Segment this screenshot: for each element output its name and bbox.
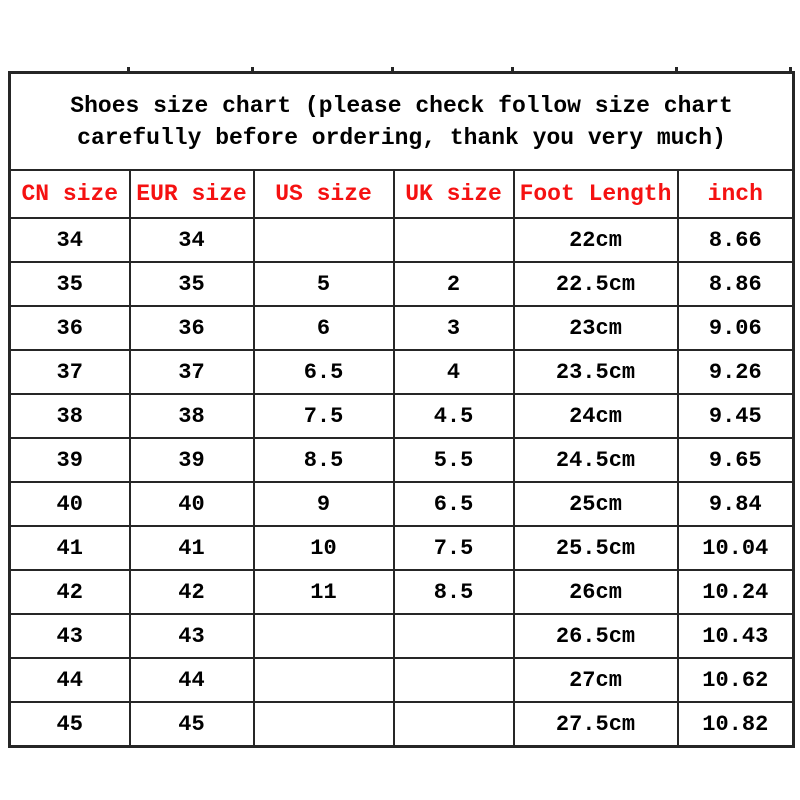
col-header-eur-size: EUR size [130,170,254,218]
table-cell: 9.06 [678,306,794,350]
col-header-foot-length: Foot Length [514,170,678,218]
table-cell: 9.65 [678,438,794,482]
table-cell: 45 [130,702,254,747]
header-row [10,170,794,218]
chart-title [10,73,794,171]
table-cell: 25cm [514,482,678,526]
table-cell: 37 [130,350,254,394]
table-row [10,438,794,482]
table-cell: 38 [130,394,254,438]
table-cell [394,614,514,658]
table-cell: 10.82 [678,702,794,747]
table-cell: 9.84 [678,482,794,526]
table-cell: 10.62 [678,658,794,702]
table-cell: 38 [10,394,130,438]
table-row [10,570,794,614]
table-cell: 5.5 [394,438,514,482]
table-cell: 24.5cm [514,438,678,482]
table-cell: 6.5 [394,482,514,526]
table-row [10,614,794,658]
table-row [10,526,794,570]
table-cell: 40 [130,482,254,526]
table-cell [254,658,394,702]
table-row [10,658,794,702]
table-cell: 35 [130,262,254,306]
chart-title-line-1: Shoes size chart (please check follow size chart [70,92,733,119]
table-cell: 25.5cm [514,526,678,570]
table-cell: 4.5 [394,394,514,438]
table-cell: 11 [254,570,394,614]
table-cell: 37 [10,350,130,394]
table-row [10,394,794,438]
table-cell: 2 [394,262,514,306]
table-row [10,482,794,526]
table-cell: 9.45 [678,394,794,438]
table-cell: 6 [254,306,394,350]
size-chart-table [8,71,795,748]
table-cell: 42 [10,570,130,614]
table-cell: 41 [10,526,130,570]
table-cell: 44 [130,658,254,702]
table-cell [394,218,514,262]
table-cell: 10 [254,526,394,570]
table-cell: 39 [130,438,254,482]
table-cell: 42 [130,570,254,614]
table-cell: 36 [130,306,254,350]
table-cell: 26cm [514,570,678,614]
table-cell: 26.5cm [514,614,678,658]
table-cell: 7.5 [254,394,394,438]
table-cell [394,658,514,702]
table-cell: 40 [10,482,130,526]
table-cell: 22cm [514,218,678,262]
table-cell: 8.66 [678,218,794,262]
table-cell: 43 [130,614,254,658]
table-cell: 34 [10,218,130,262]
table-cell: 27cm [514,658,678,702]
table-cell [254,702,394,747]
chart-title-line-2: carefully before ordering, thank you very much) [77,124,726,151]
title-row [10,73,794,171]
table-cell: 3 [394,306,514,350]
col-header-uk-size: UK size [394,170,514,218]
table-cell: 4 [394,350,514,394]
table-cell: 10.43 [678,614,794,658]
table-cell: 22.5cm [514,262,678,306]
table-cell: 45 [10,702,130,747]
size-table-body [10,218,794,747]
table-row [10,262,794,306]
table-cell: 41 [130,526,254,570]
table-cell: 8.5 [394,570,514,614]
table-cell: 5 [254,262,394,306]
col-header-cn-size: CN size [10,170,130,218]
table-cell: 36 [10,306,130,350]
table-cell: 23cm [514,306,678,350]
table-row [10,306,794,350]
table-cell: 10.24 [678,570,794,614]
table-cell: 9 [254,482,394,526]
table-cell: 10.04 [678,526,794,570]
table-cell: 7.5 [394,526,514,570]
table-cell: 35 [10,262,130,306]
table-cell: 9.26 [678,350,794,394]
table-cell: 43 [10,614,130,658]
table-cell: 23.5cm [514,350,678,394]
table-cell: 24cm [514,394,678,438]
table-row [10,702,794,747]
table-cell: 6.5 [254,350,394,394]
table-cell: 8.5 [254,438,394,482]
table-cell: 27.5cm [514,702,678,747]
table-cell: 8.86 [678,262,794,306]
table-cell [394,702,514,747]
table-cell: 34 [130,218,254,262]
table-cell: 44 [10,658,130,702]
table-cell: 39 [10,438,130,482]
col-header-us-size: US size [254,170,394,218]
table-cell [254,614,394,658]
table-cell [254,218,394,262]
col-header-inch: inch [678,170,794,218]
table-row [10,350,794,394]
table-row [10,218,794,262]
